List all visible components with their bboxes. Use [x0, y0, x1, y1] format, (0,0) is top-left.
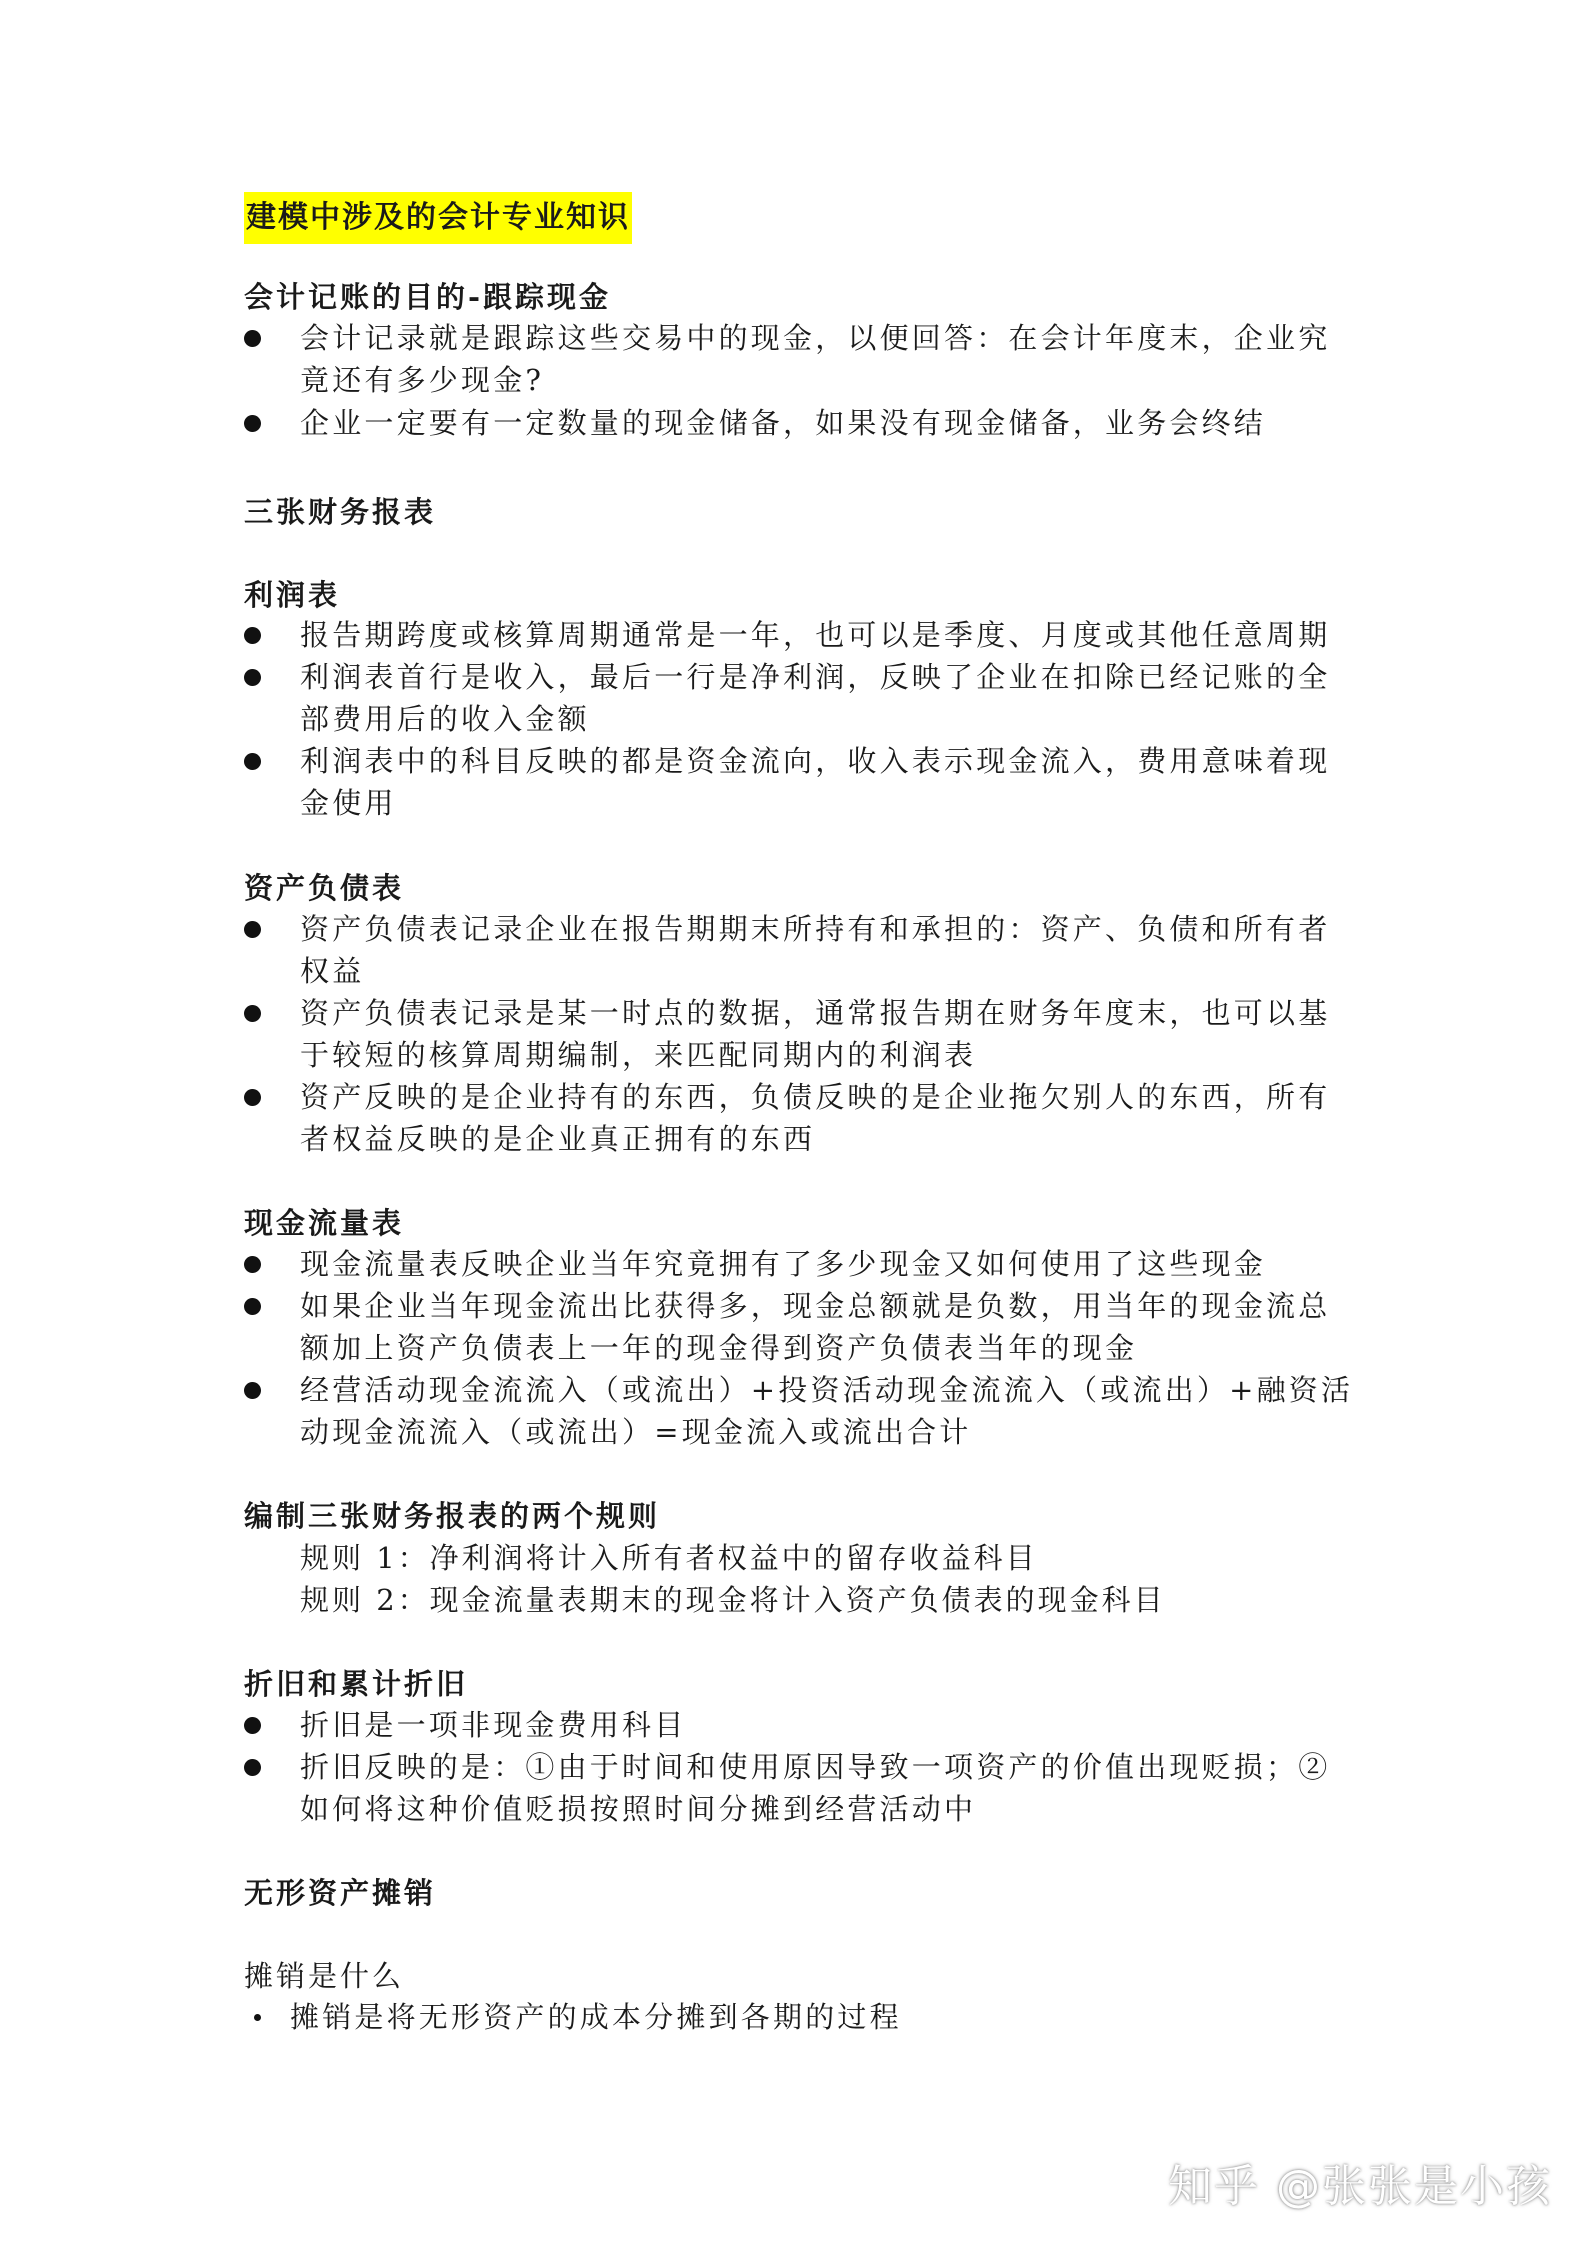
list-item-text: 折旧反映的是：①由于时间和使用原因导致一项资产的价值出现贬损；②如何将这种价值贬损按照时间分摊到经营活动中 — [300, 1750, 1331, 1826]
list-item — [244, 656, 1359, 740]
bullet-icon — [244, 415, 261, 432]
list-item — [244, 1996, 1359, 2038]
list-item-text: 利润表首行是收入，最后一行是净利润，反映了企业在扣除已经记账的全部费用后的收入金额 — [300, 660, 1331, 736]
list-item-text: 现金流量表反映企业当年究竟拥有了多少现金又如何使用了这些现金 — [300, 1247, 1267, 1281]
list-item-text: 资产反映的是企业持有的东西，负债反映的是企业拖欠别人的东西，所有者权益反映的是企业真正拥有的东西 — [300, 1080, 1331, 1156]
heading-income-statement: 利润表 — [244, 578, 341, 612]
heading-three-statements: 三张财务报表 — [244, 495, 437, 529]
rule-2: 规则 2：现金流量表期末的现金将计入资产负债表的现金科目 — [300, 1583, 1166, 1617]
heading-cash-flow: 现金流量表 — [244, 1206, 405, 1240]
bullet-icon — [244, 753, 261, 770]
bullet-icon — [244, 1089, 261, 1106]
bullet-icon — [244, 1717, 261, 1734]
bullet-icon — [244, 1005, 261, 1022]
bullet-icon — [244, 1256, 261, 1273]
page-title: 建模中涉及的会计专业知识 — [244, 192, 632, 244]
bullet-icon — [244, 1298, 261, 1315]
bullet-icon — [244, 1382, 261, 1399]
heading-amortization: 无形资产摊销 — [244, 1876, 437, 1910]
list-item — [244, 402, 1359, 444]
list-item — [244, 740, 1359, 824]
list-item-text: 会计记录就是跟踪这些交易中的现金，以便回答：在会计年度末，企业究竟还有多少现金? — [300, 321, 1331, 397]
list-item — [244, 1243, 1359, 1285]
bullet-icon — [254, 2014, 261, 2021]
list-item — [244, 317, 1359, 401]
rule-1: 规则 1：净利润将计入所有者权益中的留存收益科目 — [300, 1541, 1038, 1575]
heading-balance-sheet: 资产负债表 — [244, 871, 405, 905]
heading-depreciation: 折旧和累计折旧 — [244, 1667, 469, 1701]
list-item-text: 如果企业当年现金流出比获得多，现金总额就是负数，用当年的现金流总额加上资产负债表上一年的现金得到资产负债表当年的现金 — [300, 1289, 1331, 1365]
watermark: 知乎 @张张是小孩 — [1168, 2161, 1552, 2212]
list-item — [244, 1076, 1359, 1160]
list-item-text: 企业一定要有一定数量的现金储备，如果没有现金储备，业务会终结 — [300, 406, 1267, 440]
list-item — [244, 1746, 1359, 1830]
heading-two-rules: 编制三张财务报表的两个规则 — [244, 1499, 661, 1533]
list-item-text: 报告期跨度或核算周期通常是一年，也可以是季度、月度或其他任意周期 — [300, 618, 1331, 652]
bullet-icon — [244, 330, 261, 347]
bullet-icon — [244, 1759, 261, 1776]
list-item — [244, 908, 1359, 992]
list-item-text: 利润表中的科目反映的都是资金流向，收入表示现金流入，费用意味着现金使用 — [300, 744, 1331, 820]
bullet-icon — [244, 627, 261, 644]
list-item-text: 折旧是一项非现金费用科目 — [300, 1708, 687, 1742]
list-item-text: 摊销是将无形资产的成本分摊到各期的过程 — [290, 2000, 902, 2034]
list-item-text: 资产负债表记录企业在报告期期末所持有和承担的：资产、负债和所有者权益 — [300, 912, 1331, 988]
list-item — [244, 1285, 1359, 1369]
list-item — [244, 1704, 1359, 1746]
list-item — [244, 614, 1359, 656]
bullet-icon — [244, 921, 261, 938]
heading-accounting-purpose: 会计记账的目的-跟踪现金 — [244, 280, 612, 314]
bullet-icon — [244, 669, 261, 686]
subheading-what-is-amortization: 摊销是什么 — [244, 1959, 405, 1993]
list-item — [244, 992, 1359, 1076]
list-item — [244, 1369, 1359, 1453]
list-item-text: 经营活动现金流流入（或流出）+投资活动现金流流入（或流出）+融资活动现金流流入（或流出）=现金流入或流出合计 — [300, 1373, 1354, 1449]
list-item-text: 资产负债表记录是某一时点的数据，通常报告期在财务年度末，也可以基于较短的核算周期编制，来匹配同期内的利润表 — [300, 996, 1331, 1072]
